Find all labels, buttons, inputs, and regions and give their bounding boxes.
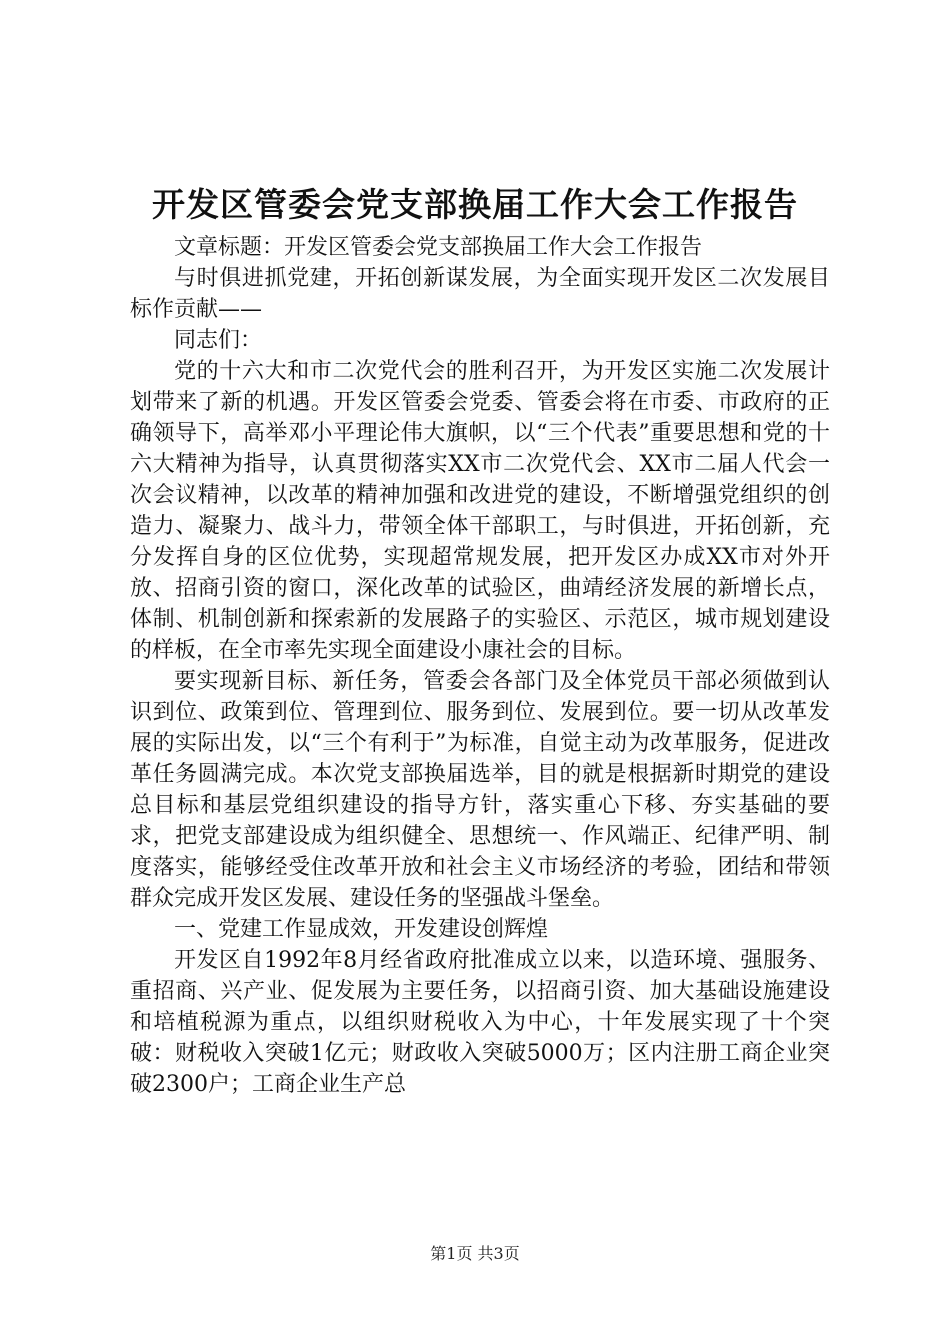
document-body [130, 232, 830, 1100]
document-title: 开发区管委会党支部换届工作大会工作报告 [152, 185, 798, 224]
body-paragraph: 党的十六大和市二次党代会的胜利召开，为开发区实施二次发展计划带来了新的机遇。开发区管委会党委、管委会将在市委、市政府的正确领导下，高举邓小平理论伟大旗帜，以“三个代表”重要思想和党的十六大精神为指导，认真贯彻落实XX市二次党代会、XX市二届人代会一次会议精神，以改革的精神加强和改进党的建设，不断增强党组织的创造力、凝聚力、战斗力，带领全体干部职工，与时俱进，开拓创新，充分发挥自身的区位优势，实现超常规发展，把开发区办成XX市对外开放、招商引资的窗口，深化改革的试验区，曲靖经济发展的新增长点，体制、机制创新和探索新的发展路子的实验区、示范区，城市规划建设的样板，在全市率先实现全面建设小康社会的目标。 [130, 359, 830, 663]
subtitle-paragraph: 与时俱进抓党建，开拓创新谋发展，为全面实现开发区二次发展目标作贡献—— [130, 266, 830, 322]
section-heading: 一、党建工作显成效，开发建设创辉煌 [174, 917, 549, 942]
page-footer [0, 1244, 950, 1264]
salutation: 同志们： [174, 328, 263, 353]
body-paragraph: 开发区自1992年8月经省政府批准成立以来，以造环境、强服务、重招商、兴产业、促发展为主要任务，以招商引资、加大基础设施建设和培植税源为重点，以组织财税收入为中心，十年发展实现了十个突破：财税收入突破1亿元；财政收入突破5000万；区内注册工商企业突破2300户；工商企业生产总 [130, 948, 830, 1097]
article-title-line: 文章标题：开发区管委会党支部换届工作大会工作报告 [174, 235, 703, 260]
body-paragraph: 要实现新目标、新任务，管委会各部门及全体党员干部必须做到认识到位、政策到位、管理到位、服务到位、发展到位。要一切从改革发展的实际出发，以“三个有利于”为标准，自觉主动为改革服务，促进改革任务圆满完成。本次党支部换届选举，目的就是根据新时期党的建设总目标和基层党组织建设的指导方针，落实重心下移、夯实基础的要求，把党支部建设成为组织健全、思想统一、作风端正、纪律严明、制度落实，能够经受住改革开放和社会主义市场经济的考验，团结和带领群众完成开发区发展、建设任务的坚强战斗堡垒。 [130, 669, 830, 911]
page-number-indicator: 第1页 共3页 [430, 1244, 520, 1263]
